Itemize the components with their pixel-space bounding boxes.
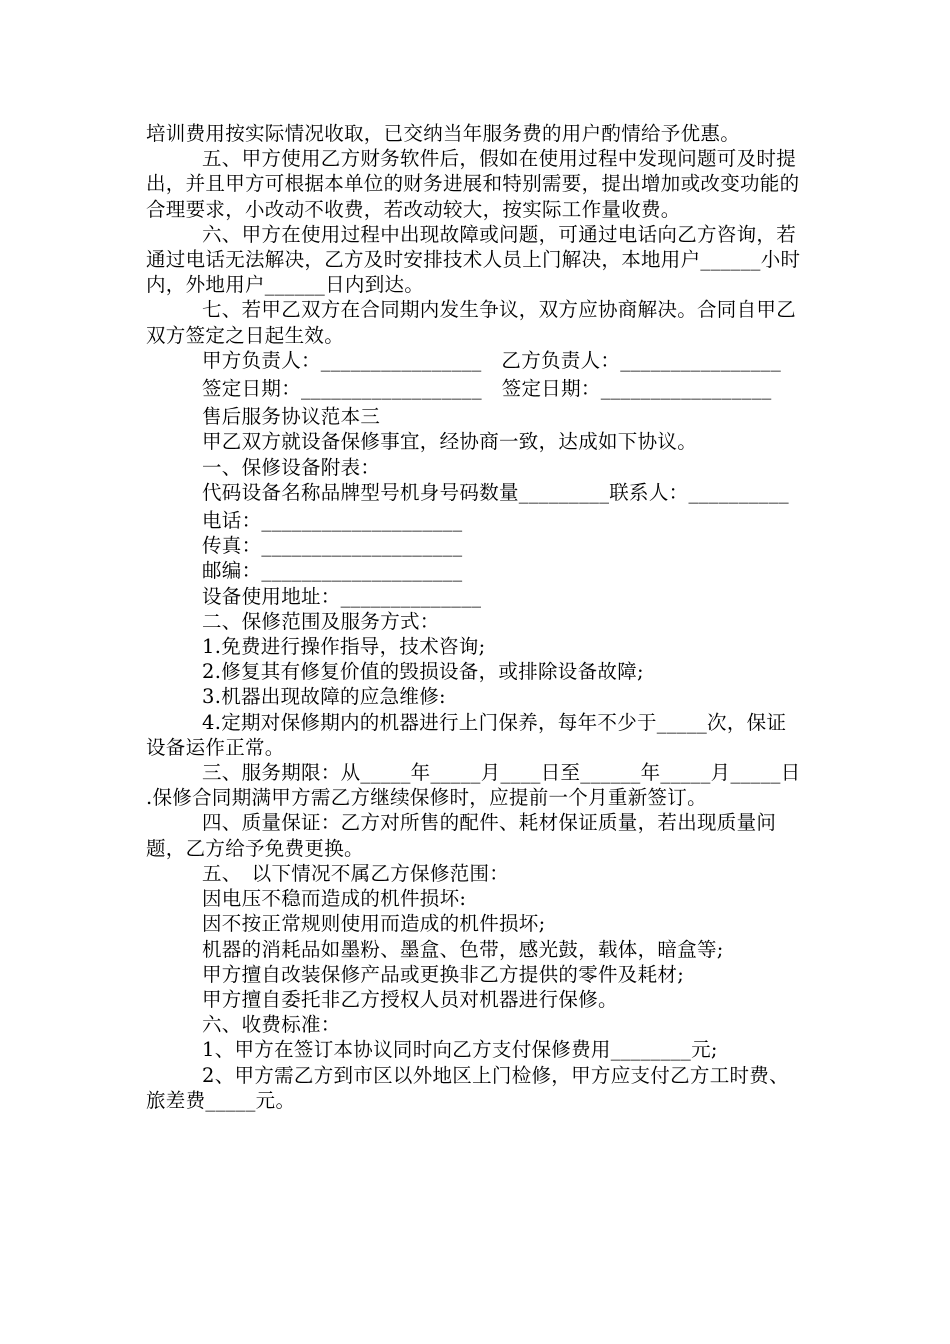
list-item-3: 3.机器出现故障的应急维修: <box>202 685 446 709</box>
list-item-4: 4.定期对保修期内的机器进行上门保养，每年不少于_____次，保证设备运作正常。 <box>146 710 787 759</box>
heading-exclusions: 五、 以下情况不属乙方保修范围： <box>202 861 510 885</box>
heading-scope: 二、保修范围及服务方式： <box>202 609 440 633</box>
field-address: 设备使用地址：______________ <box>202 584 482 608</box>
paragraph-clause-7-dispute: 七、若甲乙双方在合同期内发生争议，双方应协商解决。合同自甲乙双方签定之日起生效。 <box>146 298 797 347</box>
paragraph-clause-5-software: 五、甲方使用乙方财务软件后，假如在使用过程中发现问题可及时提出，并且甲方可根据本单位的财务进展和特别需要，提出增加或改变功能的合理要求，小改动不收费，若改动较大，按实际工作量收费。 <box>146 147 800 221</box>
list-item-2: 2.修复其有修复价值的毁损设备，或排除设备故障; <box>202 660 644 684</box>
exclusion-consumables: 机器的消耗品如墨粉、墨盒、色带，感光鼓，载体，暗盒等; <box>202 937 724 961</box>
list-item-1: 1.免费进行操作指导，技术咨询; <box>202 635 486 659</box>
paragraph-clause-6-support: 六、甲方在使用过程中出现故障或问题，可通过电话向乙方咨询，若通过电话无法解决，乙方及时安排技术人员上门解决，本地用户______小时内，外地用户______日内到达。 <box>146 222 801 297</box>
field-phone: 电话：____________________ <box>202 509 463 533</box>
paragraph-quality: 四、质量保证：乙方对所售的配件、耗材保证质量，若出现质量问题，乙方给予免费更换。 <box>146 811 777 860</box>
exclusion-voltage: 因电压不稳而造成的机件损坏: <box>202 887 467 911</box>
paragraph-intro: 甲乙双方就设备保修事宜，经协商一致，达成如下协议。 <box>202 430 698 454</box>
equipment-table-fields: 代码设备名称品牌型号机身号码数量_________联系人：__________ <box>202 480 789 504</box>
fee-item-1: 1、甲方在签订本协议同时向乙方支付保修费用________元; <box>202 1038 718 1062</box>
field-fax: 传真：____________________ <box>202 534 463 558</box>
fee-item-2: 2、甲方需乙方到市区以外地区上门检修，甲方应支付乙方工时费、旅差费_____元。 <box>146 1063 789 1112</box>
paragraph-service-period: 三、服务期限：从_____年_____月____日至______年_____月_____日 .保修合同期满甲方需乙方继续保修时，应提前一个月重新签订。 <box>146 761 807 810</box>
heading-fees: 六、收费标准： <box>202 1013 341 1037</box>
field-postcode: 邮编：____________________ <box>202 559 463 583</box>
section-title-template-3: 售后服务协议范本三 <box>202 405 381 429</box>
heading-equipment-list: 一、保修设备附表： <box>202 455 381 479</box>
paragraph-training-fee: 培训费用按实际情况收取，已交纳当年服务费的用户酌情给予优惠。 <box>146 122 741 145</box>
exclusion-misuse: 因不按正常规则使用而造成的机件损坏; <box>202 912 546 936</box>
signature-dates: 签定日期：__________________ 签定日期：_________________ <box>202 377 772 401</box>
exclusion-modification: 甲方擅自改装保修产品或更换非乙方提供的零件及耗材; <box>202 962 685 986</box>
document-body <box>146 121 806 1113</box>
signature-party-leaders: 甲方负责人：________________ 乙方负责人：________________ <box>202 348 781 372</box>
exclusion-unauthorized: 甲方擅自委托非乙方授权人员对机器进行保修。 <box>202 987 618 1011</box>
